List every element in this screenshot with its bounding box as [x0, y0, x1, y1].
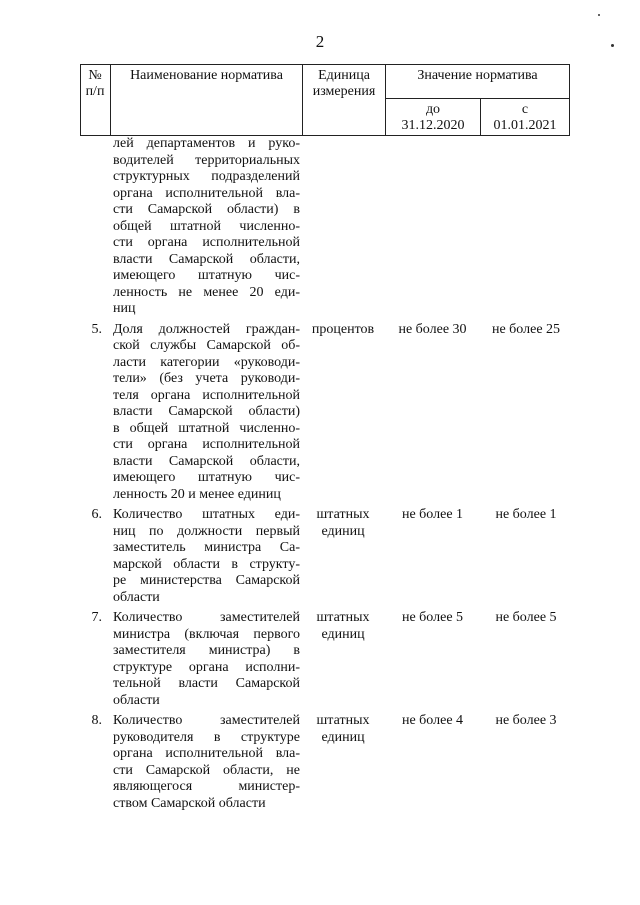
row-name [113, 713, 300, 816]
row-name-line: сти Самарской области) в [113, 202, 300, 217]
header-name: Наименование норматива [130, 68, 283, 83]
row-value-from: не более 5 [495, 610, 557, 625]
row-name-line: сти органа исполнительной [113, 437, 300, 452]
row-name-line: Количество заместителей [113, 713, 300, 728]
row-name-line: Количество штатных еди- [113, 507, 300, 522]
header-unit: Единица измерения [312, 68, 376, 99]
row-name-line: ской службы Самарской об- [113, 338, 300, 353]
table-row [80, 610, 570, 713]
row-name-line: заместителя министра) в [113, 643, 300, 658]
row-name-line: ре министерства Самарской [113, 573, 300, 588]
row-name-line: власти Самарской области, [113, 453, 300, 469]
row-name-line: тели» (без учета руководи- [113, 371, 300, 386]
row-name [113, 610, 300, 713]
table-border-right [569, 64, 570, 136]
header-num: № п/п [85, 68, 105, 99]
row-name-line: имеющего штатную чис- [113, 470, 300, 485]
row-value-until: не более 5 [401, 610, 464, 625]
row-unit: штатных единиц [316, 507, 370, 539]
value-subheader-line [385, 98, 570, 99]
row-value-from: не более 1 [495, 507, 557, 522]
row-name-line: лей департаментов и руко- [113, 136, 300, 151]
table-header [80, 64, 570, 136]
row-unit: штатных единиц [316, 713, 370, 745]
row-value-from: не более 3 [495, 713, 557, 728]
row-unit: процентов [311, 321, 375, 337]
header-until: до 31.12.2020 [401, 102, 465, 133]
row-number: 6. [91, 507, 102, 522]
row-unit: штатных единиц [316, 610, 370, 642]
page-number: 2 [315, 32, 325, 51]
table-body [80, 136, 570, 816]
row-name-line: ласти категории «руководи- [113, 354, 300, 370]
row-number: 5. [91, 321, 102, 337]
row-name-line: органа исполнительной вла- [113, 185, 300, 201]
row-value-until: не более 1 [401, 507, 464, 522]
row-name-line: области [113, 692, 160, 708]
row-name [113, 322, 300, 508]
row-name-line: общей штатной численно- [113, 218, 300, 234]
row-name-line: структуре органа исполни- [113, 659, 300, 675]
table-row [80, 322, 570, 508]
scan-speck [611, 44, 614, 47]
row-name-line: сти органа исполнительной [113, 235, 300, 250]
row-name-line: власти Самарской области) [113, 404, 300, 419]
row-number: 8. [91, 713, 102, 728]
row-name-line: теля органа исполнительной [113, 387, 300, 403]
row-name-line: Количество заместителей [113, 610, 300, 625]
row-name-line: тельной власти Самарской [113, 676, 300, 691]
scan-speck [598, 14, 600, 16]
row-name-line: имеющего штатную чис- [113, 268, 300, 283]
header-value: Значение норматива [417, 68, 538, 83]
header-from: с 01.01.2021 [493, 102, 557, 133]
row-name-line: заместитель министра Са- [113, 540, 300, 555]
row-name [113, 507, 300, 610]
row-name-line: органа исполнительной вла- [113, 746, 300, 761]
row-name-line: власти Самарской области, [113, 251, 300, 267]
row-name-line: структурных подразделений [113, 169, 300, 184]
row-name-line: в общей штатной численно- [113, 420, 300, 436]
table-row [80, 713, 570, 816]
row-name [113, 136, 300, 322]
row-name-line: министра (включая первого [113, 626, 300, 642]
row-name-line: являющегося министер- [113, 779, 300, 794]
row-value-from: не более 25 [491, 321, 561, 337]
row-name-line: водителей территориальных [113, 152, 300, 168]
row-name-line: марской области в структу- [113, 556, 300, 572]
row-name-line: ством Самарской области [113, 795, 266, 811]
row-name-line: области [113, 589, 160, 605]
row-name-line: ниц [113, 301, 136, 316]
table-row [80, 136, 570, 322]
row-name-line: ленность 20 и менее единиц [113, 486, 281, 502]
row-number: 7. [91, 610, 102, 625]
row-name-line: Доля должностей граждан- [113, 321, 300, 337]
row-name-line: ленность не менее 20 еди- [113, 284, 300, 300]
row-name-line: ниц по должности первый [113, 523, 300, 539]
row-value-until: не более 30 [398, 321, 467, 337]
row-value-until: не более 4 [401, 713, 464, 728]
table-row [80, 507, 570, 610]
row-name-line: руководителя в структуре [113, 729, 300, 745]
table-border-top [80, 64, 570, 65]
row-name-line: сти Самарской области, не [113, 762, 300, 778]
